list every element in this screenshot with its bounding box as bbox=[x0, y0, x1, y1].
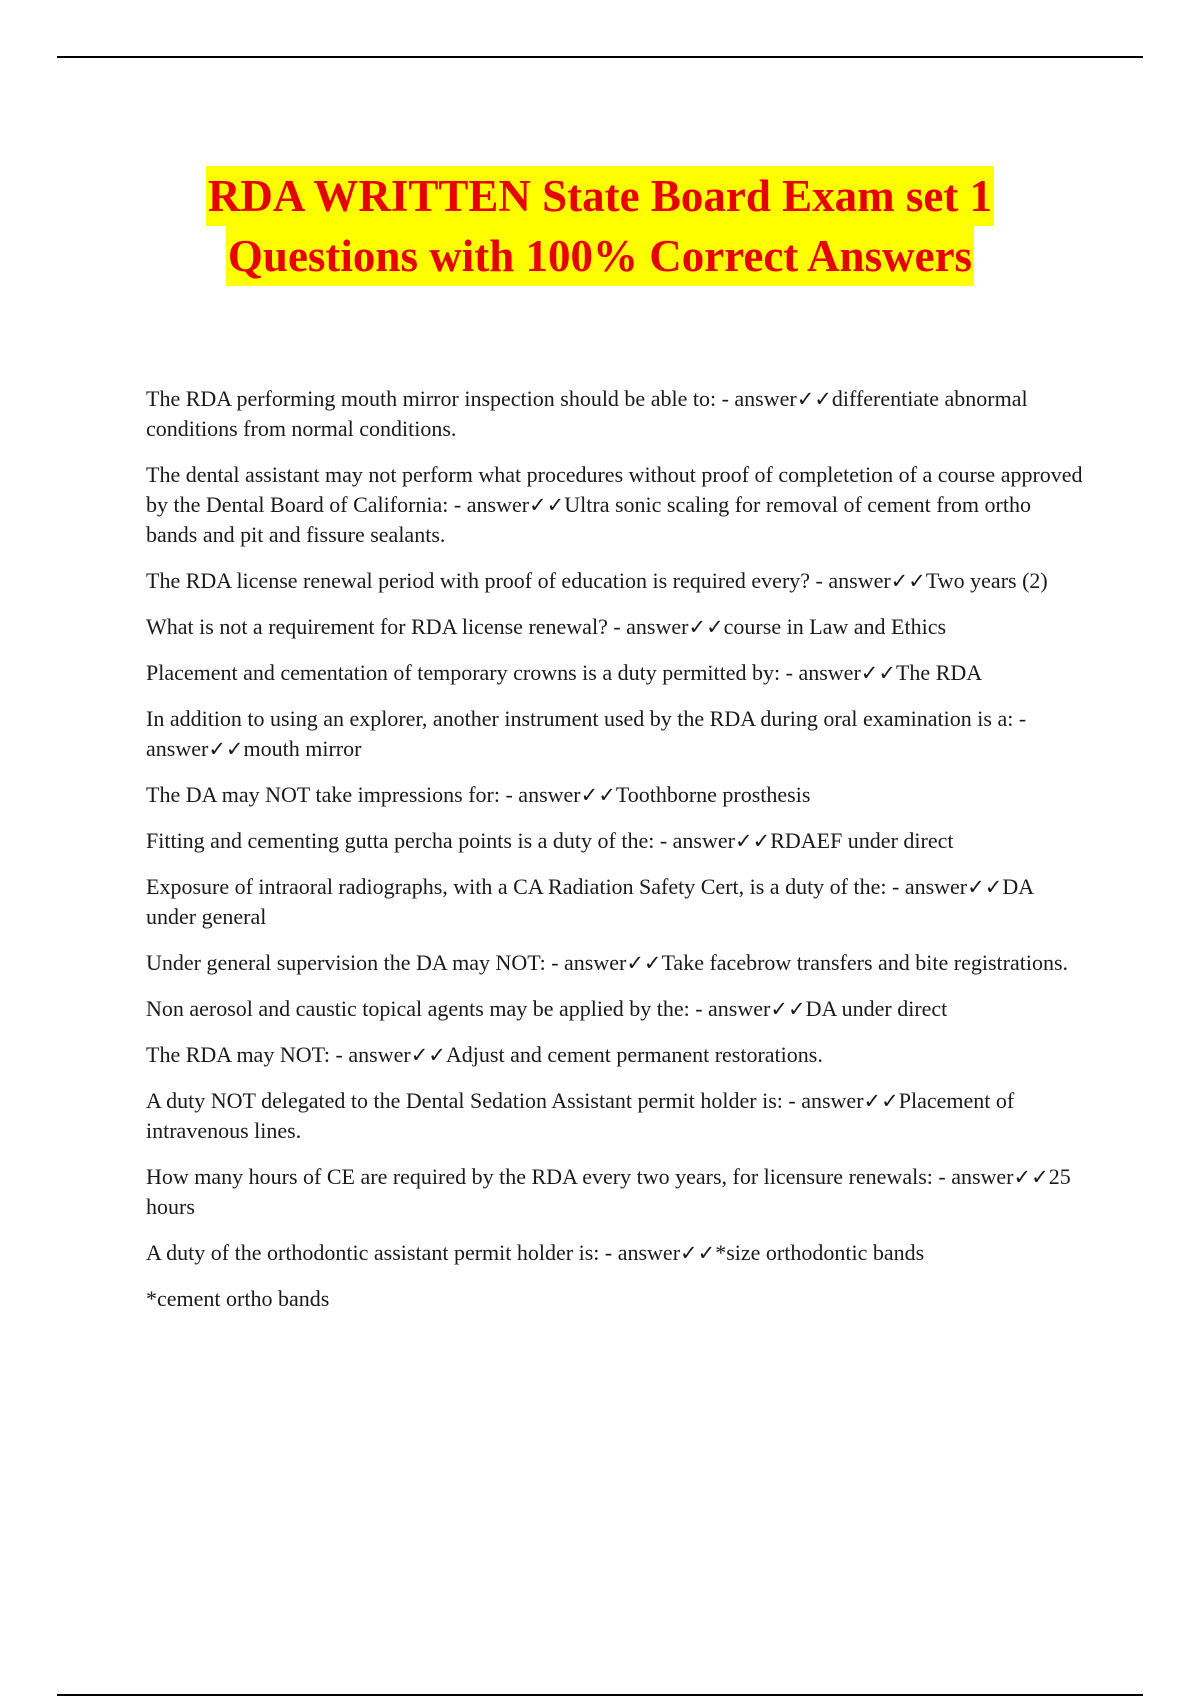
double-check-icon: ✓✓ bbox=[796, 387, 832, 411]
qa-item: The RDA license renewal period with proof of education is required every? - answer✓✓Two years (2) bbox=[146, 568, 1048, 593]
qa-item: Placement and cementation of temporary crowns is a duty permitted by: - answer✓✓The RDA bbox=[146, 660, 983, 685]
double-check-icon: ✓✓ bbox=[1013, 1165, 1049, 1189]
double-check-icon: ✓✓ bbox=[770, 997, 806, 1021]
qa-item: Exposure of intraoral radiographs, with a CA Radiation Safety Cert, is a duty of the: - answer✓✓DA under general bbox=[146, 874, 1033, 929]
qa-item: How many hours of CE are required by the RDA every two years, for licensure renewals: - answer✓✓25 hours bbox=[146, 1164, 1071, 1219]
qa-item: A duty of the orthodontic assistant permit holder is: - answer✓✓*size orthodontic bands bbox=[146, 1240, 925, 1265]
qa-item: Non aerosol and caustic topical agents may be applied by the: - answer✓✓DA under direct bbox=[146, 996, 948, 1021]
title-line-2: Questions with 100% Correct Answers bbox=[226, 226, 974, 286]
top-rule bbox=[57, 56, 1143, 58]
document-title bbox=[0, 166, 1200, 286]
double-check-icon: ✓✓ bbox=[529, 493, 565, 517]
qa-item: The DA may NOT take impressions for: - answer✓✓Toothborne prosthesis bbox=[146, 782, 811, 807]
double-check-icon: ✓✓ bbox=[863, 1089, 899, 1113]
qa-item: A duty NOT delegated to the Dental Sedation Assistant permit holder is: - answer✓✓Placement of intravenous lines. bbox=[146, 1088, 1015, 1143]
double-check-icon: ✓✓ bbox=[890, 569, 926, 593]
question-answer-list bbox=[146, 384, 1086, 1330]
qa-trailing-line: *cement ortho bands bbox=[146, 1286, 330, 1311]
double-check-icon: ✓✓ bbox=[626, 951, 662, 975]
qa-item: What is not a requirement for RDA license renewal? - answer✓✓course in Law and Ethics bbox=[146, 614, 947, 639]
double-check-icon: ✓✓ bbox=[410, 1043, 446, 1067]
bottom-rule bbox=[57, 1694, 1143, 1696]
qa-item: The dental assistant may not perform what procedures without proof of completetion of a course approved by the Dental Board of California: - answer✓✓Ultra sonic scaling for removal of cement from ortho bands and pit and fissure sealants. bbox=[146, 462, 1083, 547]
qa-item: The RDA may NOT: - answer✓✓Adjust and cement permanent restorations. bbox=[146, 1042, 823, 1067]
qa-item: Under general supervision the DA may NOT: - answer✓✓Take facebrow transfers and bite registrations. bbox=[146, 950, 1069, 975]
qa-item: Fitting and cementing gutta percha points is a duty of the: - answer✓✓RDAEF under direct bbox=[146, 828, 954, 853]
double-check-icon: ✓✓ bbox=[860, 661, 896, 685]
double-check-icon: ✓✓ bbox=[208, 737, 244, 761]
double-check-icon: ✓✓ bbox=[680, 1241, 716, 1265]
title-line-1: RDA WRITTEN State Board Exam set 1 bbox=[206, 166, 994, 226]
double-check-icon: ✓✓ bbox=[967, 875, 1003, 899]
qa-item: The RDA performing mouth mirror inspection should be able to: - answer✓✓differentiate abnormal conditions from normal conditions. bbox=[146, 386, 1028, 441]
double-check-icon: ✓✓ bbox=[688, 615, 724, 639]
qa-item: In addition to using an explorer, another instrument used by the RDA during oral examination is a: - answer✓✓mouth mirror bbox=[146, 706, 1027, 761]
double-check-icon: ✓✓ bbox=[734, 829, 771, 853]
double-check-icon: ✓✓ bbox=[580, 783, 616, 807]
